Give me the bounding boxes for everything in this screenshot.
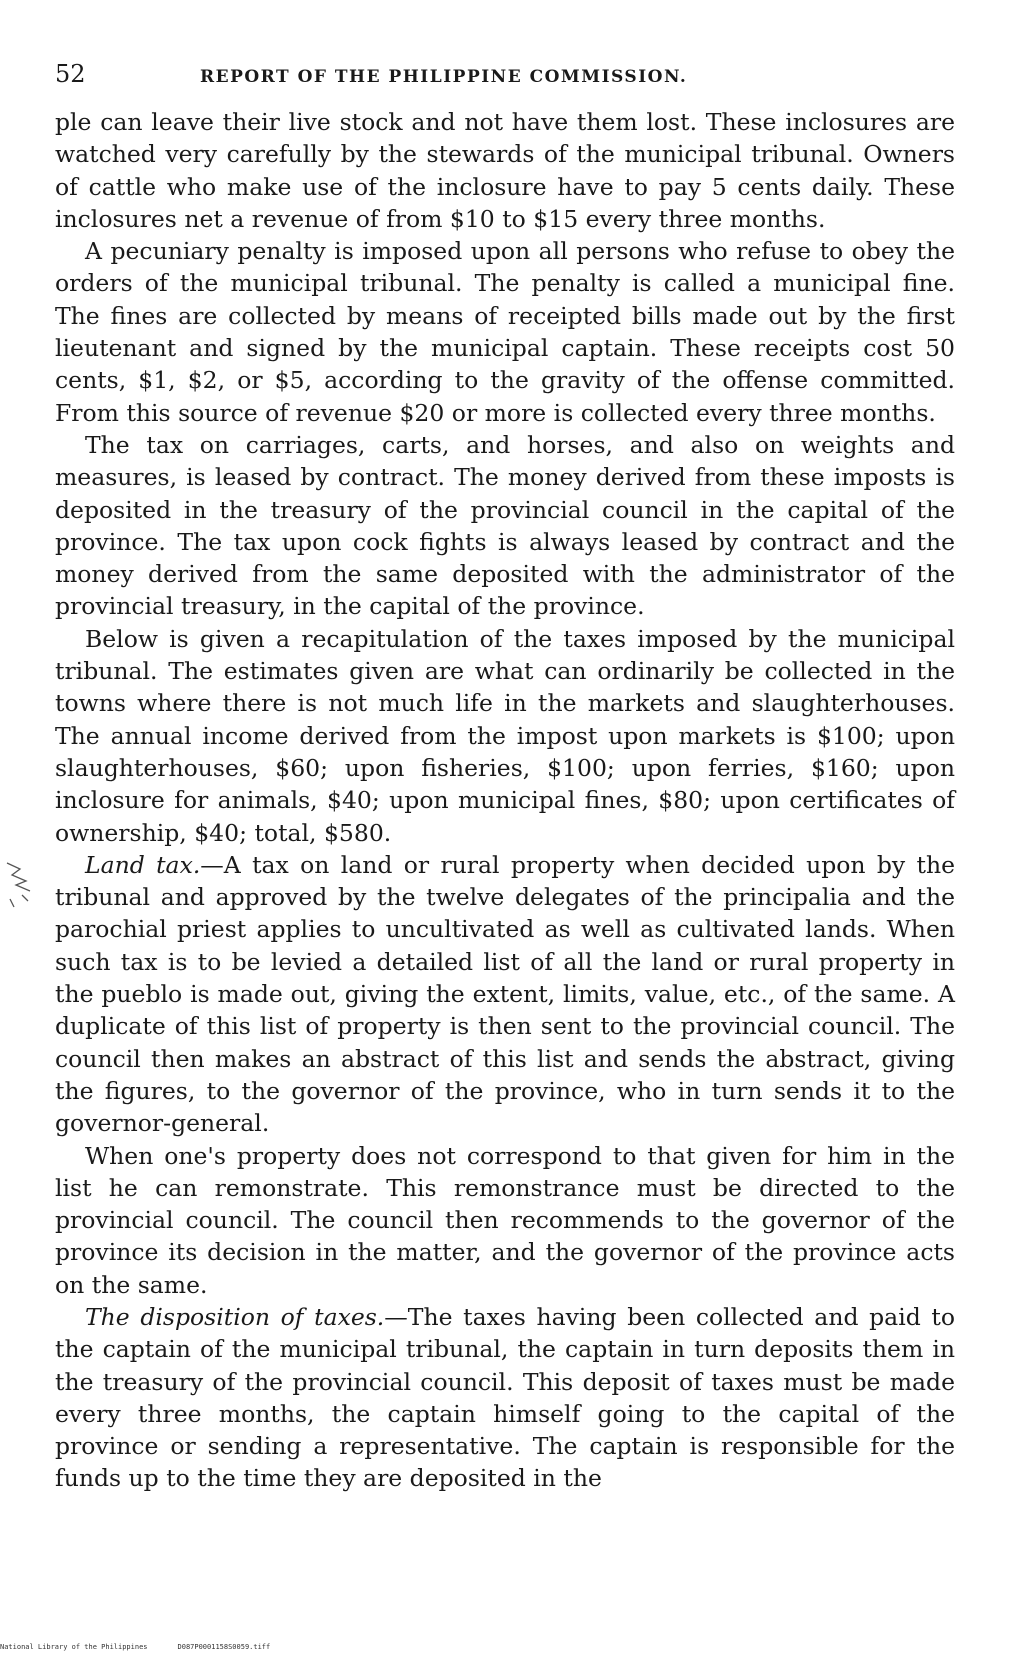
paragraph-1 bbox=[55, 106, 955, 235]
paragraph-text: —The taxes having been collected and paid to the captain of the municipal tribunal, the captain in turn deposits them in the treasury of the provincial council. This deposit of taxes must be made every three months, the captain himself going to the capital of the province or sending a representative. The captain is responsible for the funds up to the time they are deposited in the bbox=[55, 1302, 955, 1493]
footer-library: National Library of the Philippines bbox=[0, 1643, 148, 1651]
margin-smudge-mark bbox=[2, 855, 42, 915]
paragraph-text: Below is given a recapitulation of the taxes imposed by the municipal tribunal. The estimates given are what can ordinarily be collected in the towns where there is not much life in the markets and slaughterhouses. The annual income derived from the impost upon markets is $100; upon slaughterhouses, $60; upon fisheries, $100; upon ferries, $160; upon inclosure for animals, $40; upon municipal fines, $80; upon certificates of ownership, $40; total, $580. bbox=[55, 624, 955, 847]
paragraph-text: —A tax on land or rural property when decided upon by the tribunal and approved by the twelve delegates of the principalia and the parochial priest applies to uncultivated as well as cultivated lands. When such tax is to be levied a detailed list of all the land or rural property in the pueblo is made out, giving the extent, limits, value, etc., of the same. A duplicate of this list of property is then sent to the provincial council. The council then makes an abstract of this list and sends the abstract, giving the figures, to the governor of the province, who in turn sends it to the governor-general. bbox=[55, 850, 955, 1138]
page-header bbox=[55, 60, 955, 100]
paragraph-6 bbox=[55, 1140, 955, 1301]
paragraph-5 bbox=[55, 849, 955, 1140]
page-number: 52 bbox=[55, 60, 86, 88]
paragraph-text: A pecuniary penalty is imposed upon all persons who refuse to obey the orders of the municipal tribunal. The penalty is called a municipal fine. The fines are collected by means of receipted bills made out by the first lieutenant and signed by the municipal captain. These receipts cost 50 cents, $1, $2, or $5, according to the gravity of the offense committed. From this source of revenue $20 or more is collected every three months. bbox=[55, 237, 955, 427]
paragraph-text: When one's property does not correspond to that given for him in the list he can remonstrate. This remonstrance must be directed to the provincial council. The council then recommends to the governor of the province its decision in the matter, and the governor of the province acts on the same. bbox=[55, 1141, 955, 1299]
paragraph-7 bbox=[55, 1301, 955, 1495]
body-text bbox=[55, 106, 955, 1495]
document-page bbox=[55, 60, 955, 1495]
footer-file: D087P0001158S0059.tiff bbox=[177, 1643, 271, 1651]
paragraph-lead: Land tax. bbox=[85, 850, 201, 879]
paragraph-text: The tax on carriages, carts, and horses, and also on weights and measures, is leased by contract. The money derived from these imposts is deposited in the treasury of the provincial council in the capital of the province. The tax upon cock fights is always leased by contract and the money derived from the same deposited with the administrator of the provincial treasury, in the capital of the province. bbox=[55, 430, 955, 621]
paragraph-text: ple can leave their live stock and not have them lost. These inclosures are watched very carefully by the stewards of the municipal tribunal. Owners of cattle who make use of the inclosure have to pay 5 cents daily. These inclosures net a revenue of from $10 to $15 every three months. bbox=[55, 108, 955, 233]
paragraph-4 bbox=[55, 623, 955, 849]
scan-footer bbox=[0, 1643, 700, 1651]
running-title: REPORT OF THE PHILIPPINE COMMISSION. bbox=[200, 67, 688, 87]
paragraph-2 bbox=[55, 235, 955, 429]
paragraph-3 bbox=[55, 429, 955, 623]
paragraph-lead: The disposition of taxes. bbox=[85, 1302, 385, 1331]
